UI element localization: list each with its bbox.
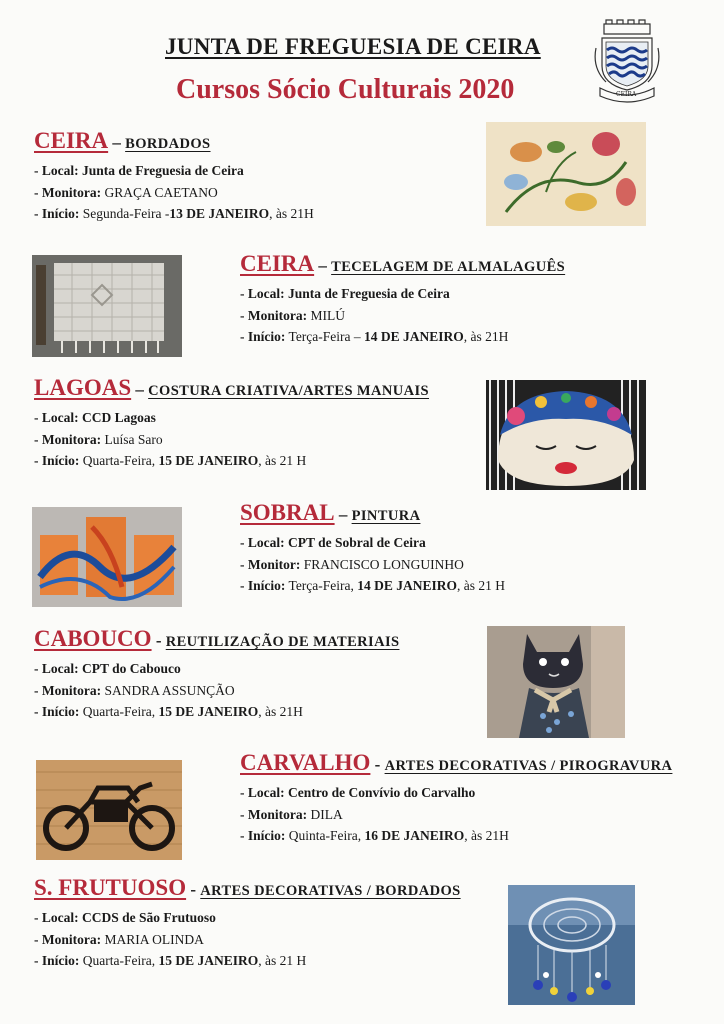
cat-craft-photo <box>487 626 625 738</box>
course-title: BORDADOS <box>125 136 211 152</box>
ceira-crest-logo <box>590 18 664 104</box>
course-sobral-pintura <box>240 500 505 597</box>
course-start-day: Terça-Feira, <box>288 578 358 593</box>
course-place: CABOUCO <box>34 626 152 651</box>
course-start-day: Segunda-Feira - <box>82 206 170 221</box>
monitor-label: - Monitora: <box>34 431 102 447</box>
course-dash: - <box>186 880 201 899</box>
course-start-date: 13 DE JANEIRO <box>169 206 270 221</box>
course-start-time: , às 21H <box>258 704 303 719</box>
local-label: - Local: <box>34 661 79 676</box>
course-sfrutuoso-bordados <box>34 875 461 972</box>
local-label: - Local: <box>34 910 79 925</box>
page-title: JUNTA DE FREGUESIA DE CEIRA <box>165 34 541 59</box>
course-start-day: Quarta-Feira, <box>82 453 159 468</box>
course-carvalho-pirogravura <box>240 750 672 847</box>
weaving-photo <box>32 255 182 357</box>
course-start-time: , às 21H <box>463 329 509 344</box>
course-title: PINTURA <box>351 508 421 524</box>
course-dash: – <box>131 380 149 399</box>
course-monitor: FRANCISCO LONGUINHO <box>303 556 464 572</box>
start-label: - Início: <box>240 578 286 593</box>
local-label: - Local: <box>34 410 79 425</box>
course-start-date: 15 DE JANEIRO <box>158 704 259 719</box>
course-local: Junta de Freguesia de Ceira <box>82 163 244 178</box>
course-place: LAGOAS <box>34 375 132 400</box>
course-monitor: SANDRA ASSUNÇÃO <box>104 682 235 698</box>
monitor-label: - Monitora: <box>240 806 308 822</box>
course-dash: – <box>334 505 352 524</box>
sewing-face-photo <box>486 380 646 490</box>
course-local: Centro de Convívio do Carvalho <box>288 785 476 800</box>
course-start-day: Quinta-Feira, <box>288 828 365 843</box>
local-label: - Local: <box>240 785 285 800</box>
course-local: CPT do Cabouco <box>82 661 181 676</box>
start-label: - Início: <box>240 828 286 843</box>
start-label: - Início: <box>240 329 286 344</box>
motorcycle-pyrography-photo <box>36 760 182 860</box>
course-local: Junta de Freguesia de Ceira <box>288 286 450 301</box>
course-start-time: , às 21H <box>269 206 314 221</box>
dreamcatcher-photo <box>508 885 635 1005</box>
course-start-day: Quarta-Feira, <box>82 704 159 719</box>
start-label: - Início: <box>34 206 80 221</box>
course-place: CEIRA <box>240 251 315 276</box>
course-start-date: 14 DE JANEIRO <box>364 329 464 344</box>
monitor-label: - Monitora: <box>34 931 102 947</box>
course-monitor: MARIA OLINDA <box>104 931 204 947</box>
course-start-time: , às 21 H <box>258 953 307 968</box>
start-label: - Início: <box>34 453 80 468</box>
course-monitor: MILÚ <box>310 307 345 323</box>
course-start-time: , às 21 H <box>457 578 506 593</box>
course-place: CEIRA <box>34 128 109 153</box>
course-ceira-tecelagem <box>240 251 565 348</box>
course-title: ARTES DECORATIVAS / PIROGRAVURA <box>384 758 673 774</box>
start-label: - Início: <box>34 704 80 719</box>
embroidery-photo <box>486 122 646 226</box>
course-start-date: 15 DE JANEIRO <box>158 453 259 468</box>
course-title: ARTES DECORATIVAS / BORDADOS <box>200 883 461 899</box>
course-dash: – <box>314 256 332 275</box>
course-monitor: Luísa Saro <box>104 431 163 447</box>
monitor-label: - Monitor: <box>240 556 301 572</box>
course-title: TECELAGEM DE ALMALAGUÊS <box>331 259 566 275</box>
monitor-label: - Monitora: <box>240 307 308 323</box>
course-dash: – <box>108 133 126 152</box>
crest-label: CEIRA <box>616 91 637 98</box>
course-ceira-bordados <box>34 128 314 225</box>
course-dash: - <box>151 631 166 650</box>
course-start-day: Terça-Feira – <box>288 329 365 344</box>
page-subtitle: Cursos Sócio Culturais 2020 <box>176 74 515 105</box>
course-start-date: 14 DE JANEIRO <box>357 578 458 593</box>
monitor-label: - Monitora: <box>34 682 102 698</box>
course-dash: - <box>370 755 385 774</box>
course-local: CCD Lagoas <box>82 410 156 425</box>
course-start-date: 16 DE JANEIRO <box>364 828 465 843</box>
course-monitor: GRAÇA CAETANO <box>104 184 218 200</box>
course-local: CCDS de São Frutuoso <box>82 910 216 925</box>
course-cabouco-reutilizacao <box>34 626 399 723</box>
start-label: - Início: <box>34 953 80 968</box>
course-monitor: DILA <box>310 806 343 822</box>
course-local: CPT de Sobral de Ceira <box>288 535 426 550</box>
course-place: CARVALHO <box>240 750 371 775</box>
course-start-date: 15 DE JANEIRO <box>158 953 259 968</box>
local-label: - Local: <box>240 535 285 550</box>
course-start-time: , às 21 H <box>258 453 307 468</box>
course-place: SOBRAL <box>240 500 335 525</box>
course-place: S. FRUTUOSO <box>34 875 187 900</box>
course-title: REUTILIZAÇÃO DE MATERIAIS <box>165 634 400 650</box>
course-lagoas-costura <box>34 375 429 472</box>
local-label: - Local: <box>34 163 79 178</box>
local-label: - Local: <box>240 286 285 301</box>
course-start-time: , às 21H <box>464 828 509 843</box>
course-start-day: Quarta-Feira, <box>82 953 159 968</box>
course-title: COSTURA CRIATIVA/ARTES MANUAIS <box>148 383 430 399</box>
monitor-label: - Monitora: <box>34 184 102 200</box>
painting-photo <box>32 507 182 607</box>
